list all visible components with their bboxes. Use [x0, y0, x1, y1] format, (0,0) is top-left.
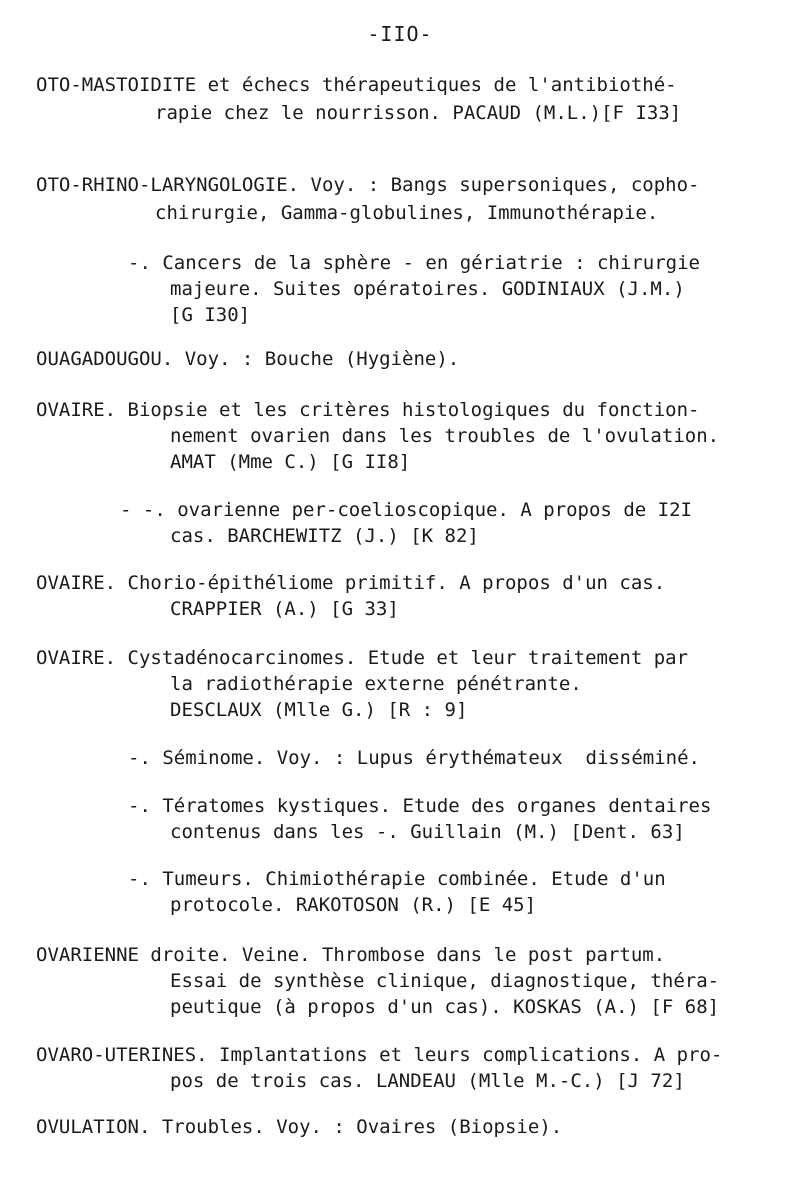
- index-subentry-line: contenus dans les -. Guillain (M.) [Dent. 63]: [170, 821, 685, 843]
- index-subentry-line: -. Tumeurs. Chimiothérapie combinée. Etude d'un: [128, 868, 666, 890]
- index-subentry-line: -. Cancers de la sphère - en gériatrie : chirurgie: [128, 252, 700, 274]
- index-subentry-line: protocole. RAKOTOSON (R.) [E 45]: [170, 894, 537, 916]
- index-entry-line: pos de trois cas. LANDEAU (Mlle M.-C.) [J 72]: [170, 1070, 685, 1092]
- index-entry-line: nement ovarien dans les troubles de l'ovulation.: [170, 425, 720, 447]
- index-entry-line: peutique (à propos d'un cas). KOSKAS (A.) [F 68]: [170, 996, 720, 1018]
- index-entry-line: DESCLAUX (Mlle G.) [R : 9]: [170, 699, 468, 721]
- page-number: -IIO-: [367, 22, 433, 46]
- index-entry-line: la radiothérapie externe pénétrante.: [170, 673, 582, 695]
- index-subentry-line: -. Séminome. Voy. : Lupus érythémateux disséminé.: [128, 747, 700, 769]
- index-entry-line: OTO-MASTOIDITE et échecs thérapeutiques de l'antibiothé-: [36, 74, 677, 96]
- index-entry-line: OVARIENNE droite. Veine. Thrombose dans le post partum.: [36, 944, 666, 966]
- index-entry-line: CRAPPIER (A.) [G 33]: [170, 598, 399, 620]
- index-entry-line: rapie chez le nourrisson. PACAUD (M.L.)[F I33]: [155, 102, 682, 124]
- index-subentry-line: - -. ovarienne per-coelioscopique. A propos de I2I: [120, 499, 692, 521]
- index-subentry-line: cas. BARCHEWITZ (J.) [K 82]: [170, 525, 479, 547]
- index-entry-line: OVAIRE. Cystadénocarcinomes. Etude et leur traitement par: [36, 647, 689, 669]
- index-entry-line: AMAT (Mme C.) [G II8]: [170, 451, 411, 473]
- index-entry-line: OUAGADOUGOU. Voy. : Bouche (Hygiène).: [36, 348, 460, 370]
- index-entry-line: OVARO-UTERINES. Implantations et leurs complications. A pro-: [36, 1044, 723, 1066]
- index-subentry-line: [G I30]: [170, 304, 251, 326]
- index-subentry-line: majeure. Suites opératoires. GODINIAUX (J.M.): [170, 278, 685, 300]
- index-entry-line: chirurgie, Gamma-globulines, Immunothérapie.: [155, 202, 659, 224]
- index-subentry-line: -. Tératomes kystiques. Etude des organes dentaires: [128, 795, 712, 817]
- index-entry-line: OTO-RHINO-LARYNGOLOGIE. Voy. : Bangs supersoniques, copho-: [36, 174, 700, 196]
- index-entry-line: OVAIRE. Chorio-épithéliome primitif. A propos d'un cas.: [36, 572, 666, 594]
- index-entry-line: OVULATION. Troubles. Voy. : Ovaires (Biopsie).: [36, 1116, 563, 1138]
- index-entry-line: Essai de synthèse clinique, diagnostique, théra-: [170, 970, 720, 992]
- index-entry-line: OVAIRE. Biopsie et les critères histologiques du fonction-: [36, 399, 700, 421]
